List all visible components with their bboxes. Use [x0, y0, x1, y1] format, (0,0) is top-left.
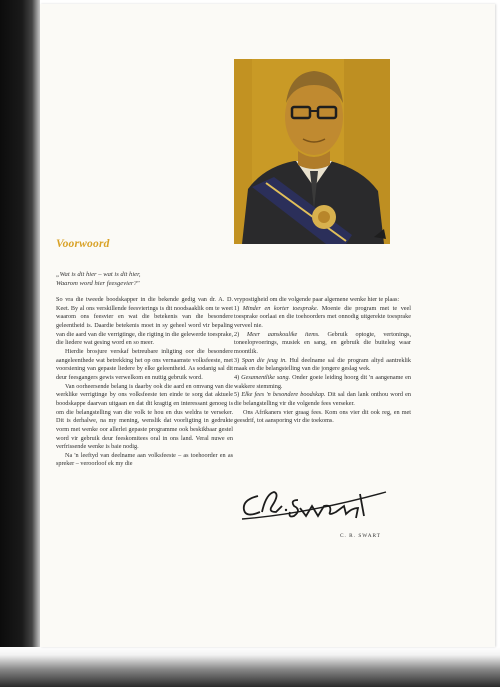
tip-number: 3) — [234, 356, 240, 364]
paragraph: Na 'n leeftyd van deelname aan volksfeeste – as toehoorder en as spreker – veroorloof ek my die — [56, 451, 233, 468]
tip-item — [234, 305, 411, 331]
signer-name: C. R. SWART — [340, 533, 381, 539]
tip-title: Meer aanskoulike items. — [246, 330, 320, 338]
tip-number: 5) — [234, 391, 240, 399]
portrait-photo — [234, 59, 390, 244]
epigraph-line: „Wat is dit hier – wat is dit hier, — [56, 271, 141, 278]
tip-item — [234, 331, 411, 357]
tip-text: Hul deelname sal die program altyd aantreklik maak en die belangstelling van die jongere geslag wek. — [234, 356, 411, 373]
tip-title: Span die jeug in. — [241, 356, 287, 364]
tip-title: Elke fees 'n besondere boodskap. — [241, 391, 326, 399]
tip-title: Gesamentlike sang. — [241, 373, 291, 381]
tip-number: 2) — [234, 330, 240, 338]
tip-text: Dit sal dan lank onthou word en die belangstelling vir die volgende fees verseker. — [234, 391, 411, 407]
paragraph: vrypostigheid om die volgende paar algemene wenke hier te plaas: — [234, 296, 400, 303]
left-column — [56, 296, 233, 469]
paragraph: Van oorheersende belang is daarby ook die aard en omvang van die werklike verrigtinge by ons volksfeeste ten einde te sorg dat aktuele boodskappe daarvan uitgaan en dat dit kragtig en interessant genoeg is om die belangstelling van die volk te hou en dus weldra te verseker. Dit is derhalwe, na my mening, wenslik dat voorligting in gedrukte vorm met wenke oor allerlei gepaste programme ook beskikbaar gestel word vir gebruik deur feeskomitees oral in ons land. Veral nuwe en verfrissende wenke is baie nodig. — [56, 382, 233, 451]
epigraph-line: Waarom word hier feesgevier?" — [56, 279, 140, 287]
closing-paragraph: Ons Afrikaners vier graag fees. Kom ons vier dit ook reg, en met geesdrif, tot aansporing vir die toekoms. — [234, 408, 411, 425]
paragraph: Hierdie brosjure verskaf betreubare inligting oor die besondere aangeleenthede wat betrekking het op ons vernaamste volksfeeste, met voorsiening van gepaste liedere by elke geleentheid. As sodanig sal dit deur feesgangers gewis verwelkom en nuttig gebruik word. — [56, 347, 233, 381]
tip-text: Moenie die program met te veel toesprake oorlaai en die toehoorders met onnodig uitgerekte toesprake verveel nie. — [234, 304, 411, 329]
tip-title: Minder en korter toesprake. — [242, 304, 319, 312]
tip-text: Onder goeie leiding hoorg dit 'n aangename en wakkere stemming. — [234, 373, 411, 390]
portrait-illustration — [234, 59, 390, 244]
tip-text: Gebruik optogte, vertonings, toneelopvoerings, musiek en sang, en gebruik die buiteleg waar moontlik. — [234, 330, 412, 355]
signature-drawing — [236, 486, 396, 522]
tip-item — [234, 391, 411, 408]
tip-number: 4) — [234, 373, 240, 381]
tip-item — [234, 374, 411, 391]
epigraph — [56, 271, 256, 288]
tip-number: 1) — [234, 304, 240, 312]
paragraph: So vra die tweede boodskapper in die bekende gedig van dr. A. D. Keet. By al ons verskillende feesvierings is dit noodsaaklik om te weet waarom ons feesvier en wat die betekenis van die besondere geleentheid is. Daardie betekenis moet in sy geheel word vir bepaling van die aard van die verrigtinge, die rigting in die gelewerde toesprake, die liedere wat gesing word en so meer. — [56, 296, 233, 347]
section-heading: Voorwoord — [56, 238, 110, 250]
scan-bottom-edge — [0, 647, 500, 687]
scan-shadow — [0, 0, 40, 687]
right-column — [234, 296, 411, 426]
handwritten-signature — [236, 486, 396, 522]
tip-item — [234, 357, 411, 374]
